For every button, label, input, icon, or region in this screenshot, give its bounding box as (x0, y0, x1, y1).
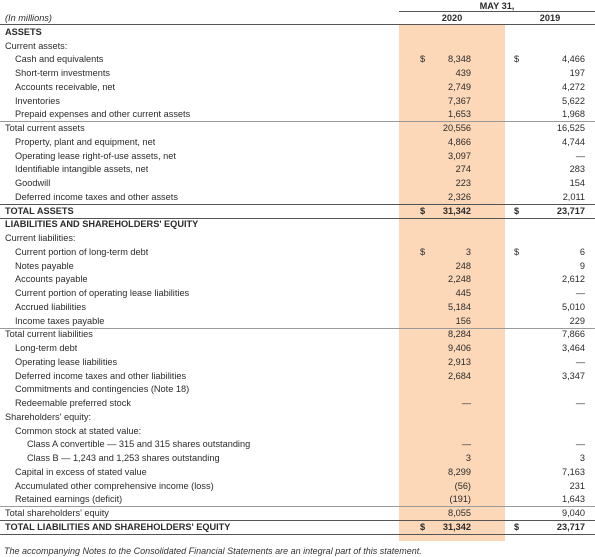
period-header-rule (399, 11, 595, 12)
value-2019: 154 (569, 178, 585, 189)
row-label: Shareholders' equity: (5, 411, 92, 422)
dollar-sign-2019: $ (514, 205, 520, 216)
value-2019: 231 (569, 480, 585, 491)
row-label: Capital in excess of stated value (15, 466, 147, 477)
value-2020: 1,653 (448, 109, 471, 120)
row-label: Redeemable preferred stock (15, 398, 131, 409)
value-2019: 23,717 (556, 521, 585, 532)
value-2019: 9,040 (562, 508, 585, 519)
value-2020: (191) (449, 494, 471, 505)
statement-row (0, 465, 595, 479)
value-2020: 3,097 (448, 150, 471, 161)
statement-row (0, 80, 595, 94)
dollar-sign-2019: $ (514, 521, 520, 532)
row-label: Current assets: (5, 40, 68, 51)
value-2019: — (575, 150, 585, 161)
row-label: Income taxes payable (15, 315, 105, 326)
row-separator (0, 204, 595, 205)
value-2019: 2,612 (562, 274, 585, 285)
value-2019: 6 (579, 246, 585, 257)
value-2020: 223 (455, 178, 471, 189)
row-label: ASSETS (5, 26, 42, 37)
statement-row (0, 190, 595, 204)
statement-row (0, 328, 595, 342)
statement-row (0, 108, 595, 122)
statement-row (0, 135, 595, 149)
row-label: Accounts payable (15, 274, 88, 285)
row-label: LIABILITIES AND SHAREHOLDERS' EQUITY (5, 219, 199, 230)
row-label: Goodwill (15, 178, 51, 189)
row-label: Short-term investments (15, 68, 110, 79)
value-2020: 2,749 (448, 81, 471, 92)
statement-row (0, 39, 595, 53)
value-2019: 2,011 (562, 191, 585, 202)
statement-row (0, 369, 595, 383)
statement-row (0, 410, 595, 424)
value-2019: 283 (569, 164, 585, 175)
dollar-sign-2020: $ (420, 205, 426, 216)
row-label: TOTAL LIABILITIES AND SHAREHOLDERS' EQUITY (5, 521, 231, 532)
row-label: Notes payable (15, 260, 74, 271)
row-label: Accounts receivable, net (15, 81, 116, 92)
statement-row (0, 245, 595, 259)
row-label: Current portion of long-term debt (15, 246, 149, 257)
row-label: Deferred income taxes and other liabilities (15, 370, 187, 381)
value-2019: 197 (569, 68, 585, 79)
statement-row (0, 341, 595, 355)
value-2020: 274 (455, 164, 471, 175)
value-2019: 4,272 (562, 81, 585, 92)
value-2020: 31,342 (442, 205, 471, 216)
value-2020: 2,913 (448, 356, 471, 367)
dollar-sign-2020: $ (420, 246, 426, 257)
value-2020: (56) (454, 480, 471, 491)
row-label: Operating lease liabilities (15, 356, 118, 367)
statement-row (0, 94, 595, 108)
row-separator (0, 506, 595, 507)
statement-row (0, 479, 595, 493)
row-label: Long-term debt (15, 343, 78, 354)
row-label: Deferred income taxes and other assets (15, 191, 178, 202)
statement-row (0, 66, 595, 80)
value-2020: 7,367 (448, 95, 471, 106)
statement-row (0, 121, 595, 135)
statement-row (0, 163, 595, 177)
value-2020: 8,348 (448, 54, 471, 65)
value-2019: 16,525 (556, 123, 585, 134)
row-label: Accumulated other comprehensive income (loss) (15, 480, 214, 491)
statement-row (0, 273, 595, 287)
statement-row (0, 218, 595, 232)
row-label: Class A convertible — 315 and 315 shares outstanding (27, 439, 251, 450)
statement-row (0, 259, 595, 273)
value-2020: 4,866 (448, 136, 471, 147)
statement-row (0, 53, 595, 67)
value-2020: 445 (455, 288, 471, 299)
column-header-2020: 2020 (441, 13, 463, 23)
value-2019: 3,347 (562, 370, 585, 381)
row-label: Inventories (15, 95, 60, 106)
dollar-sign-2019: $ (514, 246, 520, 257)
value-2019: 5,622 (562, 95, 585, 106)
row-separator (0, 328, 595, 329)
value-2020: 3 (465, 246, 471, 257)
dollar-sign-2020: $ (420, 54, 426, 65)
row-label: Identifiable intangible assets, net (15, 164, 149, 175)
period-header: MAY 31, (479, 1, 515, 11)
value-2019: 23,717 (556, 205, 585, 216)
row-label: Retained earnings (deficit) (15, 494, 123, 505)
row-label: Accrued liabilities (15, 301, 86, 312)
value-2020: — (461, 398, 471, 409)
statement-row (0, 300, 595, 314)
statement-row (0, 424, 595, 438)
dollar-sign-2019: $ (514, 54, 520, 65)
row-label: TOTAL ASSETS (5, 205, 74, 216)
statement-row (0, 25, 595, 39)
value-2019: 3 (579, 453, 585, 464)
value-2019: 4,466 (562, 54, 585, 65)
value-2020: 5,184 (448, 301, 471, 312)
value-2020: 439 (455, 68, 471, 79)
value-2020: 8,055 (448, 508, 471, 519)
value-2019: 7,163 (562, 466, 585, 477)
row-label: Operating lease right-of-use assets, net (15, 150, 176, 161)
row-label: Commitments and contingencies (Note 18) (15, 384, 190, 395)
value-2020: 20,556 (442, 123, 471, 134)
row-label: Cash and equivalents (15, 54, 104, 65)
value-2020: 31,342 (442, 521, 471, 532)
statement-row (0, 493, 595, 507)
value-2020: 248 (455, 260, 471, 271)
value-2020: — (461, 439, 471, 450)
row-separator (0, 534, 595, 535)
value-2019: 9 (579, 260, 585, 271)
value-2020: 8,299 (448, 466, 471, 477)
statement-row (0, 355, 595, 369)
value-2020: 3 (465, 453, 471, 464)
value-2020: 2,326 (448, 191, 471, 202)
statement-row (0, 204, 595, 218)
value-2019: — (575, 398, 585, 409)
statement-row (0, 396, 595, 410)
statement-row (0, 383, 595, 397)
value-2020: 156 (455, 315, 471, 326)
value-2020: 2,684 (448, 370, 471, 381)
statement-row (0, 451, 595, 465)
statement-row (0, 438, 595, 452)
value-2020: 2,248 (448, 274, 471, 285)
value-2019: — (575, 439, 585, 450)
statement-row (0, 314, 595, 328)
value-2019: — (575, 356, 585, 367)
statement-row (0, 506, 595, 520)
row-separator (0, 520, 595, 521)
value-2019: 3,464 (562, 343, 585, 354)
row-label: Common stock at stated value: (15, 425, 142, 436)
row-label: Total shareholders' equity (5, 508, 109, 519)
statement-row (0, 286, 595, 300)
value-2020: 8,284 (448, 329, 471, 340)
statement-row (0, 176, 595, 190)
row-separator (0, 121, 595, 122)
value-2019: 1,643 (562, 494, 585, 505)
units-label: (In millions) (5, 13, 52, 23)
statement-row (0, 149, 595, 163)
footnote: The accompanying Notes to the Consolidated Financial Statements are an integral part of this statement. (4, 546, 422, 556)
dollar-sign-2020: $ (420, 521, 426, 532)
row-label: Property, plant and equipment, net (15, 136, 156, 147)
value-2020: 9,406 (448, 343, 471, 354)
row-label: Current portion of operating lease liabilities (15, 288, 190, 299)
value-2019: 5,010 (562, 301, 585, 312)
value-2019: 1,968 (562, 109, 585, 120)
value-2019: 229 (569, 315, 585, 326)
value-2019: 7,866 (562, 329, 585, 340)
statement-row (0, 231, 595, 245)
value-2019: 4,744 (562, 136, 585, 147)
value-2019: — (575, 288, 585, 299)
row-label: Prepaid expenses and other current assets (15, 109, 191, 120)
row-label: Total current liabilities (5, 329, 93, 340)
column-header-2019: 2019 (539, 13, 561, 23)
statement-row (0, 520, 595, 534)
row-label: Total current assets (5, 123, 85, 134)
row-label: Current liabilities: (5, 233, 76, 244)
row-label: Class B — 1,243 and 1,253 shares outstanding (27, 453, 220, 464)
